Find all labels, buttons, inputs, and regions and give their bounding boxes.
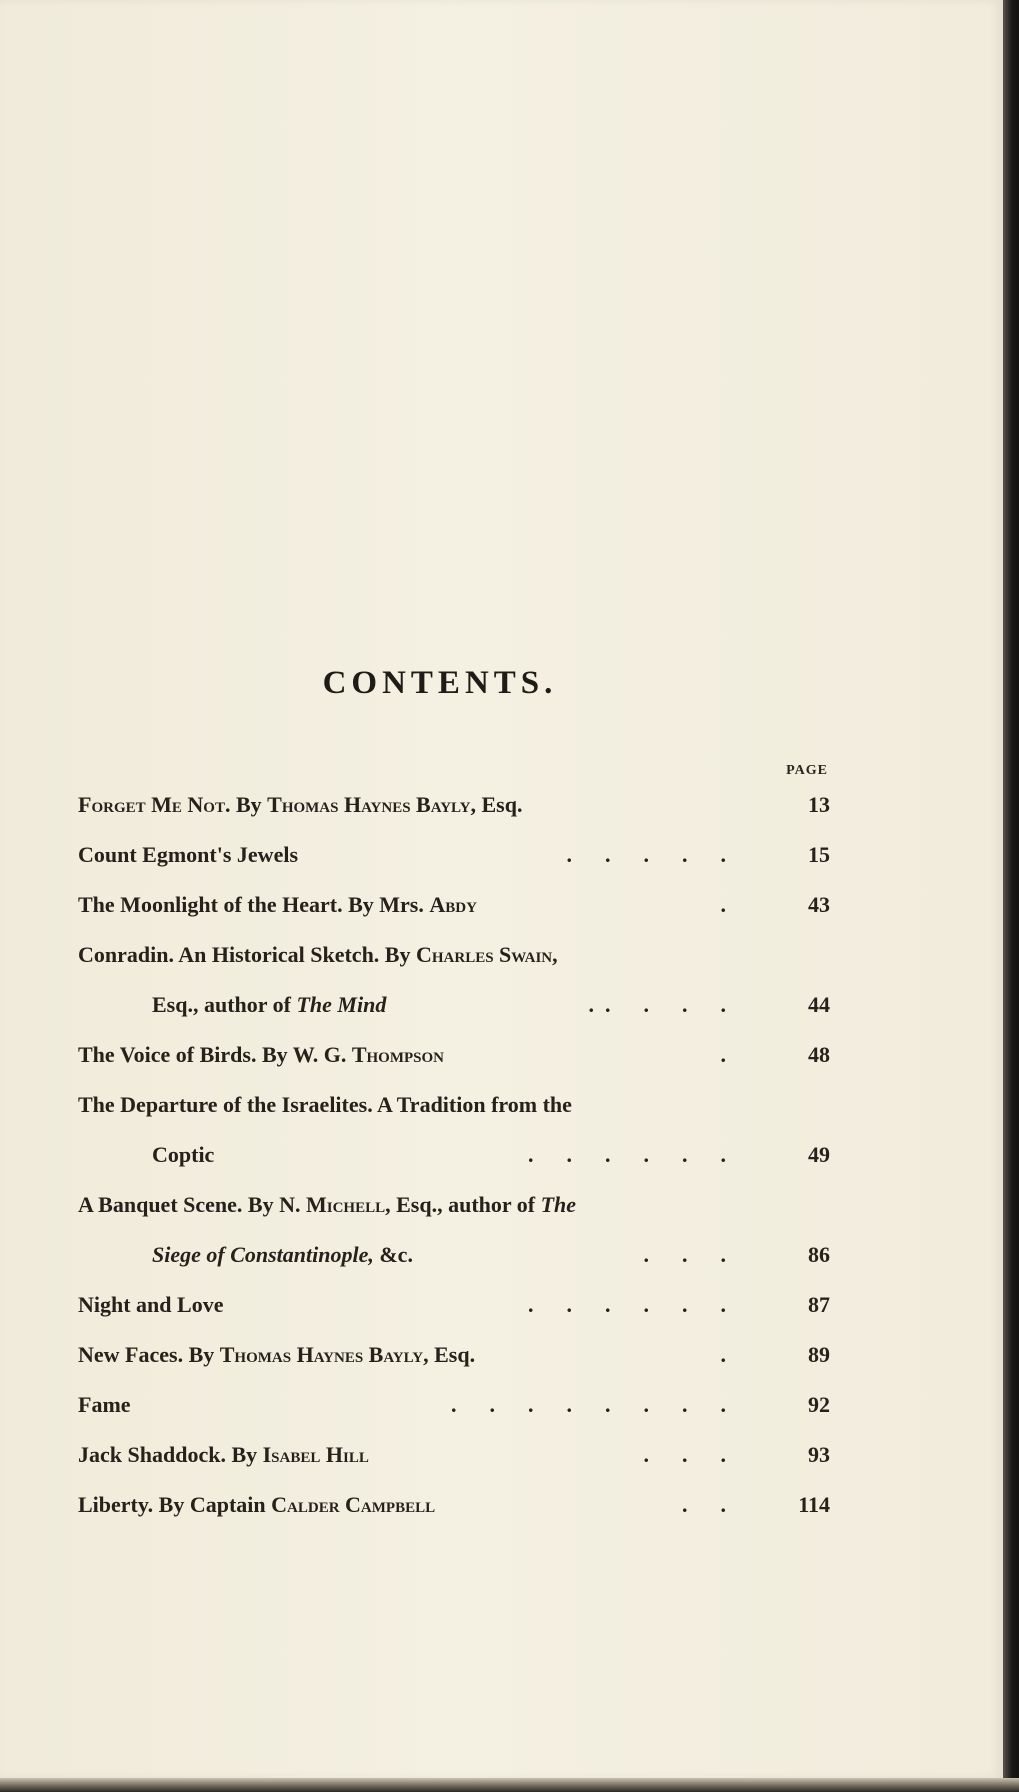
toc-page-number: 48 — [808, 1042, 830, 1067]
toc-entry — [78, 930, 830, 980]
toc-entry-title — [78, 1130, 214, 1180]
toc-page-number: 44 — [808, 992, 830, 1017]
table-of-contents — [78, 780, 830, 1530]
page-bottom-edge — [0, 1778, 1019, 1792]
toc-leader-dots: . — [720, 1342, 726, 1367]
toc-entry-title-part: Conradin. An Historical Sketch. By — [78, 942, 416, 967]
toc-entry-title-part: Charles Swain, — [415, 942, 558, 967]
toc-leader-dots: . . — [682, 1492, 726, 1517]
toc-entry-title-part: Coptic — [152, 1142, 215, 1167]
toc-entry-title — [78, 1230, 413, 1280]
toc-entry-title — [78, 1330, 475, 1380]
toc-page-number: 86 — [808, 1242, 830, 1267]
toc-entry-title — [78, 1430, 369, 1480]
toc-entry-title-part: &c. — [373, 1242, 413, 1267]
toc-entry-title-part: Esq., author of — [390, 1192, 541, 1217]
toc-leader-dots: . . . . . — [566, 842, 726, 867]
toc-page-number: 92 — [808, 1392, 830, 1417]
toc-entry — [78, 1030, 830, 1080]
toc-entry-title-part: Thompson — [351, 1042, 445, 1067]
toc-page-number: 89 — [808, 1342, 830, 1367]
toc-entry-title-part: The — [540, 1192, 577, 1217]
toc-page-number: 43 — [808, 892, 830, 917]
toc-entry-title-part: Fame — [78, 1392, 131, 1417]
toc-entry — [78, 1130, 830, 1180]
toc-entry-title-part: The Mind — [296, 992, 387, 1017]
toc-entry-title-part: Esq., author of — [152, 992, 297, 1017]
toc-leader-dots: . . . — [643, 1242, 726, 1267]
toc-entry-title-part: By — [230, 792, 268, 817]
toc-entry — [78, 780, 830, 830]
toc-leader-dots: . . . . . — [588, 992, 726, 1017]
toc-entry — [78, 1280, 830, 1330]
toc-entry-title — [78, 1480, 435, 1530]
toc-entry-title — [78, 830, 298, 880]
toc-entry-title — [78, 1180, 576, 1230]
book-cover-edge — [1003, 0, 1019, 1792]
toc-entry — [78, 1380, 830, 1430]
toc-page-number: 114 — [798, 1492, 830, 1517]
toc-leader-dots: . — [720, 1042, 726, 1067]
toc-entry-title-part: A Banquet Scene. By N. — [78, 1192, 306, 1217]
toc-page-number: 49 — [808, 1142, 830, 1167]
toc-entry — [78, 1080, 830, 1130]
toc-entry-title-part: The Moonlight of the Heart. By Mrs. — [78, 892, 430, 917]
toc-entry-title-part: The Voice of Birds. By W. G. — [78, 1042, 352, 1067]
toc-entry — [78, 1480, 830, 1530]
toc-entry-title — [78, 1080, 572, 1130]
toc-entry-title — [78, 880, 477, 930]
toc-entry-title-part: New Faces. By — [78, 1342, 220, 1367]
toc-entry-title-part: Thomas Haynes Bayly, — [267, 792, 476, 817]
toc-entry-title — [78, 1030, 444, 1080]
toc-entry-title-part: Esq. — [475, 792, 523, 817]
toc-entry-title — [78, 780, 522, 830]
toc-entry-title-part: Night and Love — [78, 1292, 224, 1317]
toc-entry-title-part: Calder Campbell — [271, 1492, 436, 1517]
toc-entry-title-part: Liberty. By Captain — [78, 1492, 272, 1517]
toc-entry-title-part: Michell, — [305, 1192, 391, 1217]
toc-entry-title-part: Abdy — [429, 892, 477, 917]
toc-entry-title — [78, 1380, 131, 1430]
toc-leader-dots: . — [720, 892, 726, 917]
toc-leader-dots: . . . . . . — [528, 1142, 726, 1167]
toc-entry-title-part: Forget Me Not. — [78, 792, 231, 817]
toc-entry-title — [78, 930, 558, 980]
toc-entry — [78, 880, 830, 930]
toc-entry-title — [78, 980, 386, 1030]
toc-entry-title-part: Thomas Haynes Bayly, — [219, 1342, 429, 1367]
toc-entry-title-part: Siege of Constantinople, — [152, 1242, 374, 1267]
toc-entry-title-part: Jack Shaddock. By — [78, 1442, 263, 1467]
toc-entry — [78, 1430, 830, 1480]
toc-entry — [78, 980, 830, 1030]
toc-page-number: 13 — [808, 792, 830, 817]
page-title: CONTENTS. — [322, 665, 558, 701]
toc-page-number: 93 — [808, 1442, 830, 1467]
toc-page-number: 87 — [808, 1292, 830, 1317]
toc-leader-dots: . . . . . . . . — [451, 1392, 726, 1417]
toc-entry — [78, 1180, 830, 1230]
toc-entry-title-part: Esq. — [428, 1342, 476, 1367]
toc-entry-title-part: Isabel Hill — [262, 1442, 369, 1467]
toc-leader-dots: . . . — [643, 1442, 726, 1467]
toc-entry — [78, 1230, 830, 1280]
toc-leader-dots: . . . . . . — [528, 1292, 726, 1317]
toc-entry-title-part: The Departure of the Israelites. A Tradition from the — [78, 1092, 572, 1117]
toc-entry-title-part: Count Egmont's Jewels — [78, 842, 299, 867]
toc-entry — [78, 1330, 830, 1380]
page-column-header: PAGE — [786, 763, 828, 778]
toc-entry-title — [78, 1280, 223, 1330]
toc-page-number: 15 — [808, 842, 830, 867]
toc-entry — [78, 830, 830, 880]
